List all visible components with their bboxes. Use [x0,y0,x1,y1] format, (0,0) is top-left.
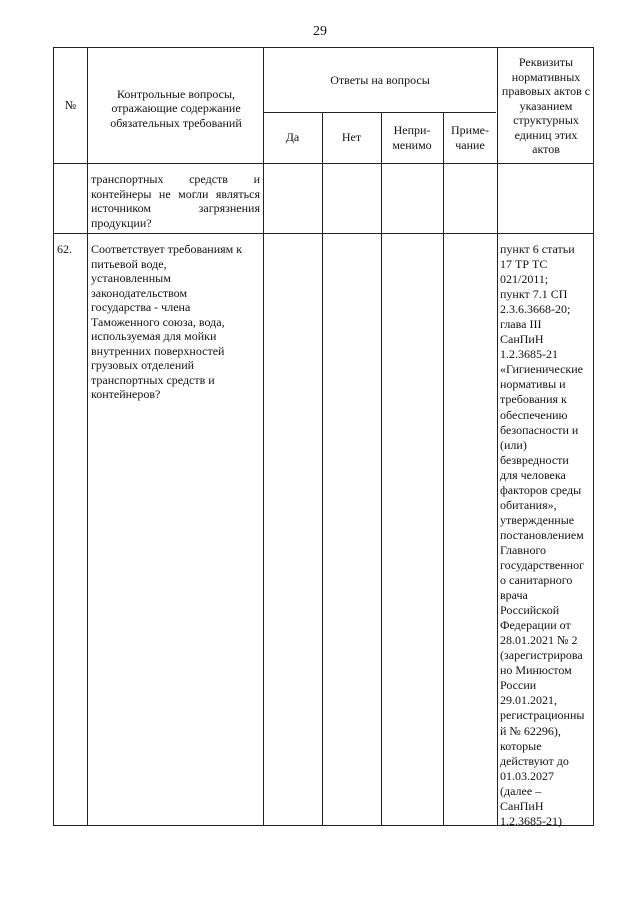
header-note-line2: чание [455,137,485,152]
page-number: 29 [313,24,327,39]
requisite-line: государственног [500,557,585,572]
header-no: Нет [341,130,362,145]
question-line: Соответствует требованиям к [91,242,243,256]
column-divider [87,48,88,825]
requisite-line: действуют до [500,753,569,768]
question-line: транспортных средств и [91,372,215,387]
requisite-line: «Гигиенические [500,362,583,377]
requisite-line: врача [500,588,528,603]
header-not-applicable-line1: Непри- [393,123,431,137]
header-note [443,112,497,163]
row-continuation-question [91,172,260,230]
question-line: транспортных средств и [91,172,260,186]
header-not-applicable-line2: менимо [392,137,432,152]
question-line: питьевой воде, [91,256,167,271]
header-note-line1: Приме- [450,123,489,137]
column-divider [497,48,498,825]
header-requisites: Реквизиты нормативных правовых актов с указанием структурных единиц этих актов [501,55,591,157]
requisite-line: обитания», [500,497,557,512]
requisite-line: 28.01.2021 № 2 [500,633,578,648]
row-62-question [91,242,261,402]
requisite-line: Федерации от [500,618,571,633]
requisite-line: безопасности и [500,422,579,437]
requisite-line: 2.3.6.3668-20; [500,302,571,317]
requisite-line: (или) [500,437,527,452]
requisite-line: требования к [500,392,567,407]
header-yes: Да [285,130,300,145]
column-divider [263,48,264,825]
header-not-applicable [381,112,443,163]
question-line: используемая для мойки [91,329,217,343]
column-divider [322,112,323,825]
requisite-line: 1.2.3685-21) [500,813,562,828]
requisite-line: 29.01.2021, [500,693,557,708]
requirements-table [53,47,594,826]
requisite-line: 01.03.2027 [500,768,554,783]
question-line: законодательством [91,285,188,300]
requisite-line: регистрационны [500,708,585,723]
requisite-line: обеспечению [500,407,568,422]
requisite-line: о санитарного [500,573,573,588]
column-divider [381,112,382,825]
requisite-line: постановлением [500,527,584,542]
question-line: грузовых отделений [91,358,195,372]
requisite-line: которые [500,738,542,753]
requisite-line: России [500,678,537,693]
requisite-line: (зарегистрирова [500,648,583,663]
requisite-line: СанПиН [500,798,544,813]
requisite-line: (далее – [500,783,542,798]
requisite-line: факторов среды [500,482,582,497]
requisite-line: СанПиН [500,332,544,347]
row-62-requisites [500,242,594,829]
requisite-line: Российской [500,603,560,618]
requisite-line: й № 62296), [500,723,561,738]
requisite-line: 021/2011; [500,272,549,287]
requisite-line: нормативы и [500,377,566,392]
question-line: установленным [91,271,171,285]
question-line: Таможенного союза, вода, [91,314,225,329]
question-line: источником загрязнения [91,201,260,215]
requisite-line: Главного [500,542,547,557]
question-line: государства - члена [91,300,191,314]
question-line: контейнеров? [91,387,161,401]
requisite-line: 17 ТР ТС [500,257,548,272]
header-answers-group: Ответы на вопросы [330,72,430,87]
requisite-line: для человека [500,467,566,482]
requisite-line: пункт 6 статьи [500,242,575,256]
header-questions: Контрольные вопросы, отражающие содержание обязательных требований [110,86,242,130]
requisite-line: пункт 7.1 СП [500,287,568,302]
requisite-line: безвредности [500,452,569,467]
row-divider [54,233,593,234]
row-number: 62. [57,242,72,256]
requisite-line: 1.2.3685-21 [500,347,558,362]
requisite-line: глава III [500,317,542,332]
header-number: № [64,98,77,113]
row-divider [54,163,593,164]
requisite-line: но Минюстом [500,663,572,678]
question-line: продукции? [91,215,152,230]
question-line: внутренних поверхностей [91,343,225,358]
question-line: контейнеры не могли являться [91,186,260,201]
column-divider [443,112,444,825]
requisite-line: утвержденные [500,512,575,527]
